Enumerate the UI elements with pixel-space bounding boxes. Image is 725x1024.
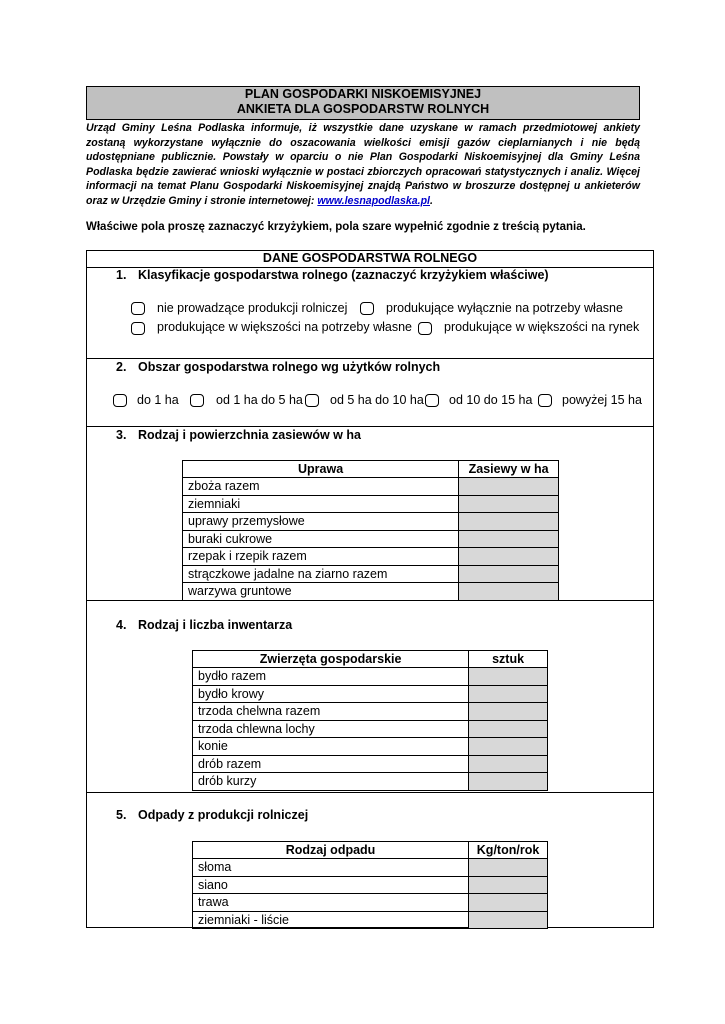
q4-label: Rodzaj i liczba inwentarza [138,618,293,632]
q1-option-checkbox[interactable] [131,302,145,315]
table-header-row [193,842,548,859]
value-input-cell[interactable] [469,876,548,894]
table-row [183,513,559,531]
q2-option-checkbox[interactable] [538,394,552,407]
row-label: zboża razem [183,478,459,496]
column-header: Zwierzęta gospodarskie [193,651,469,668]
intro-end: . [430,194,433,207]
q2-option-checkbox[interactable] [190,394,204,407]
instruction-text: Właściwe pola proszę zaznaczyć krzyżykiem, pola szare wypełnić zgodnie z treścią pytania. [86,221,586,233]
q2-option-label: od 5 ha do 10 ha [330,393,424,407]
row-label: słoma [193,859,469,877]
q1-number: 1. [116,268,127,282]
value-input-cell[interactable] [469,685,548,703]
value-input-cell[interactable] [459,530,559,548]
column-header: sztuk [469,651,548,668]
column-header: Rodzaj odpadu [193,842,469,859]
intro-text: Urząd Gminy Leśna Podlaska informuje, iż wszystkie dane uzyskane w ramach przedmiotowej ankiety zostaną wykorzystane wyłącznie do oszacowania wielkości emisji gazów cieplarnianych i nie będą udostępniane publicznie. Powstały w oparciu o nie Plan Gospodarki Niskoemisyjnej dla Gminy Leśna Podlaska będzie zawierać wnioski wyłącznie w postaci zbiorczych opracowań statystycznych i analiz. Więcej informacji na temat Planu Gospodarki Niskoemisyjnej znajdą Państwo w broszurze dostępnej u ankieterów oraz w Urzędzie Gminy i stronie internetowej: [86,122,640,207]
q3-label: Rodzaj i powierzchnia zasiewów w ha [138,428,361,442]
row-label: trzoda chlewna lochy [193,720,469,738]
table-row [193,738,548,756]
q2-option-label: od 1 ha do 5 ha [216,393,303,407]
value-input-cell[interactable] [469,720,548,738]
table-row [183,495,559,513]
row-label: buraki cukrowe [183,530,459,548]
table-header-row [193,651,548,668]
row-label: warzywa gruntowe [183,583,459,601]
table-row [193,859,548,877]
value-input-cell[interactable] [459,548,559,566]
q2-option-label: od 10 do 15 ha [449,393,533,407]
q2-number: 2. [116,360,127,374]
q2-option-checkbox[interactable] [113,394,127,407]
table-row [193,911,548,929]
q1-option-label: produkujące w większości na rynek [444,320,640,334]
table-row [183,565,559,583]
row-label: bydło krowy [193,685,469,703]
survey-title [86,86,640,120]
livestock-table [192,650,548,791]
table-row [193,773,548,791]
row-label: trzoda chelwna razem [193,703,469,721]
row-label: siano [193,876,469,894]
q2-option-label: do 1 ha [137,393,179,407]
value-input-cell[interactable] [459,513,559,531]
row-label: konie [193,738,469,756]
row-label: trawa [193,894,469,912]
q1-option-label: produkujące wyłącznie na potrzeby własne [386,301,623,315]
q1-option-label: nie prowadzące produkcji rolniczej [157,301,348,315]
q2-option-checkbox[interactable] [305,394,319,407]
q3-number: 3. [116,428,127,442]
row-label: rzepak i rzepik razem [183,548,459,566]
q5-number: 5. [116,808,127,822]
table-row [193,668,548,686]
table-row [193,876,548,894]
intro-paragraph [86,121,640,209]
q1-option-checkbox[interactable] [131,322,145,335]
row-label: ziemniaki - liście [193,911,469,929]
table-row [183,548,559,566]
column-header: Uprawa [183,461,459,478]
table-row [183,478,559,496]
section-title: DANE GOSPODARSTWA ROLNEGO [262,251,478,265]
table-row [183,583,559,601]
q2-option-checkbox[interactable] [425,394,439,407]
q1-option-checkbox[interactable] [360,302,374,315]
value-input-cell[interactable] [459,478,559,496]
divider [86,358,654,359]
q4-number: 4. [116,618,127,632]
row-label: uprawy przemysłowe [183,513,459,531]
title-line-1: PLAN GOSPODARKI NISKOEMISYJNEJ [244,87,482,101]
table-row [193,685,548,703]
table-row [193,703,548,721]
value-input-cell[interactable] [469,894,548,912]
crops-table [182,460,559,601]
q2-label: Obszar gospodarstwa rolnego wg użytków rolnych [138,360,441,374]
q1-option-label: produkujące w większości na potrzeby własne [157,320,412,334]
value-input-cell[interactable] [469,738,548,756]
q5-label: Odpady z produkcji rolniczej [138,808,309,822]
title-line-2: ANKIETA DLA GOSPODARSTW ROLNYCH [236,102,490,116]
value-input-cell[interactable] [469,773,548,791]
row-label: strączkowe jadalne na ziarno razem [183,565,459,583]
table-row [193,720,548,738]
value-input-cell[interactable] [459,565,559,583]
value-input-cell[interactable] [469,703,548,721]
value-input-cell[interactable] [469,911,548,929]
value-input-cell[interactable] [469,859,548,877]
waste-table [192,841,548,929]
value-input-cell[interactable] [469,668,548,686]
q1-option-checkbox[interactable] [418,322,432,335]
table-header-row [183,461,559,478]
divider [86,426,654,427]
value-input-cell[interactable] [469,755,548,773]
row-label: bydło razem [193,668,469,686]
row-label: ziemniaki [183,495,459,513]
website-link[interactable]: www.lesnapodlaska.pl [317,194,430,207]
q2-option-label: powyżej 15 ha [562,393,642,407]
value-input-cell[interactable] [459,583,559,601]
column-header: Kg/ton/rok [469,842,548,859]
q1-label: Klasyfikacje gospodarstwa rolnego (zaznaczyć krzyżykiem właściwe) [138,268,549,282]
table-row [193,755,548,773]
value-input-cell[interactable] [459,495,559,513]
column-header: Zasiewy w ha [459,461,559,478]
row-label: drób razem [193,755,469,773]
table-row [183,530,559,548]
divider [86,792,654,793]
row-label: drób kurzy [193,773,469,791]
table-row [193,894,548,912]
